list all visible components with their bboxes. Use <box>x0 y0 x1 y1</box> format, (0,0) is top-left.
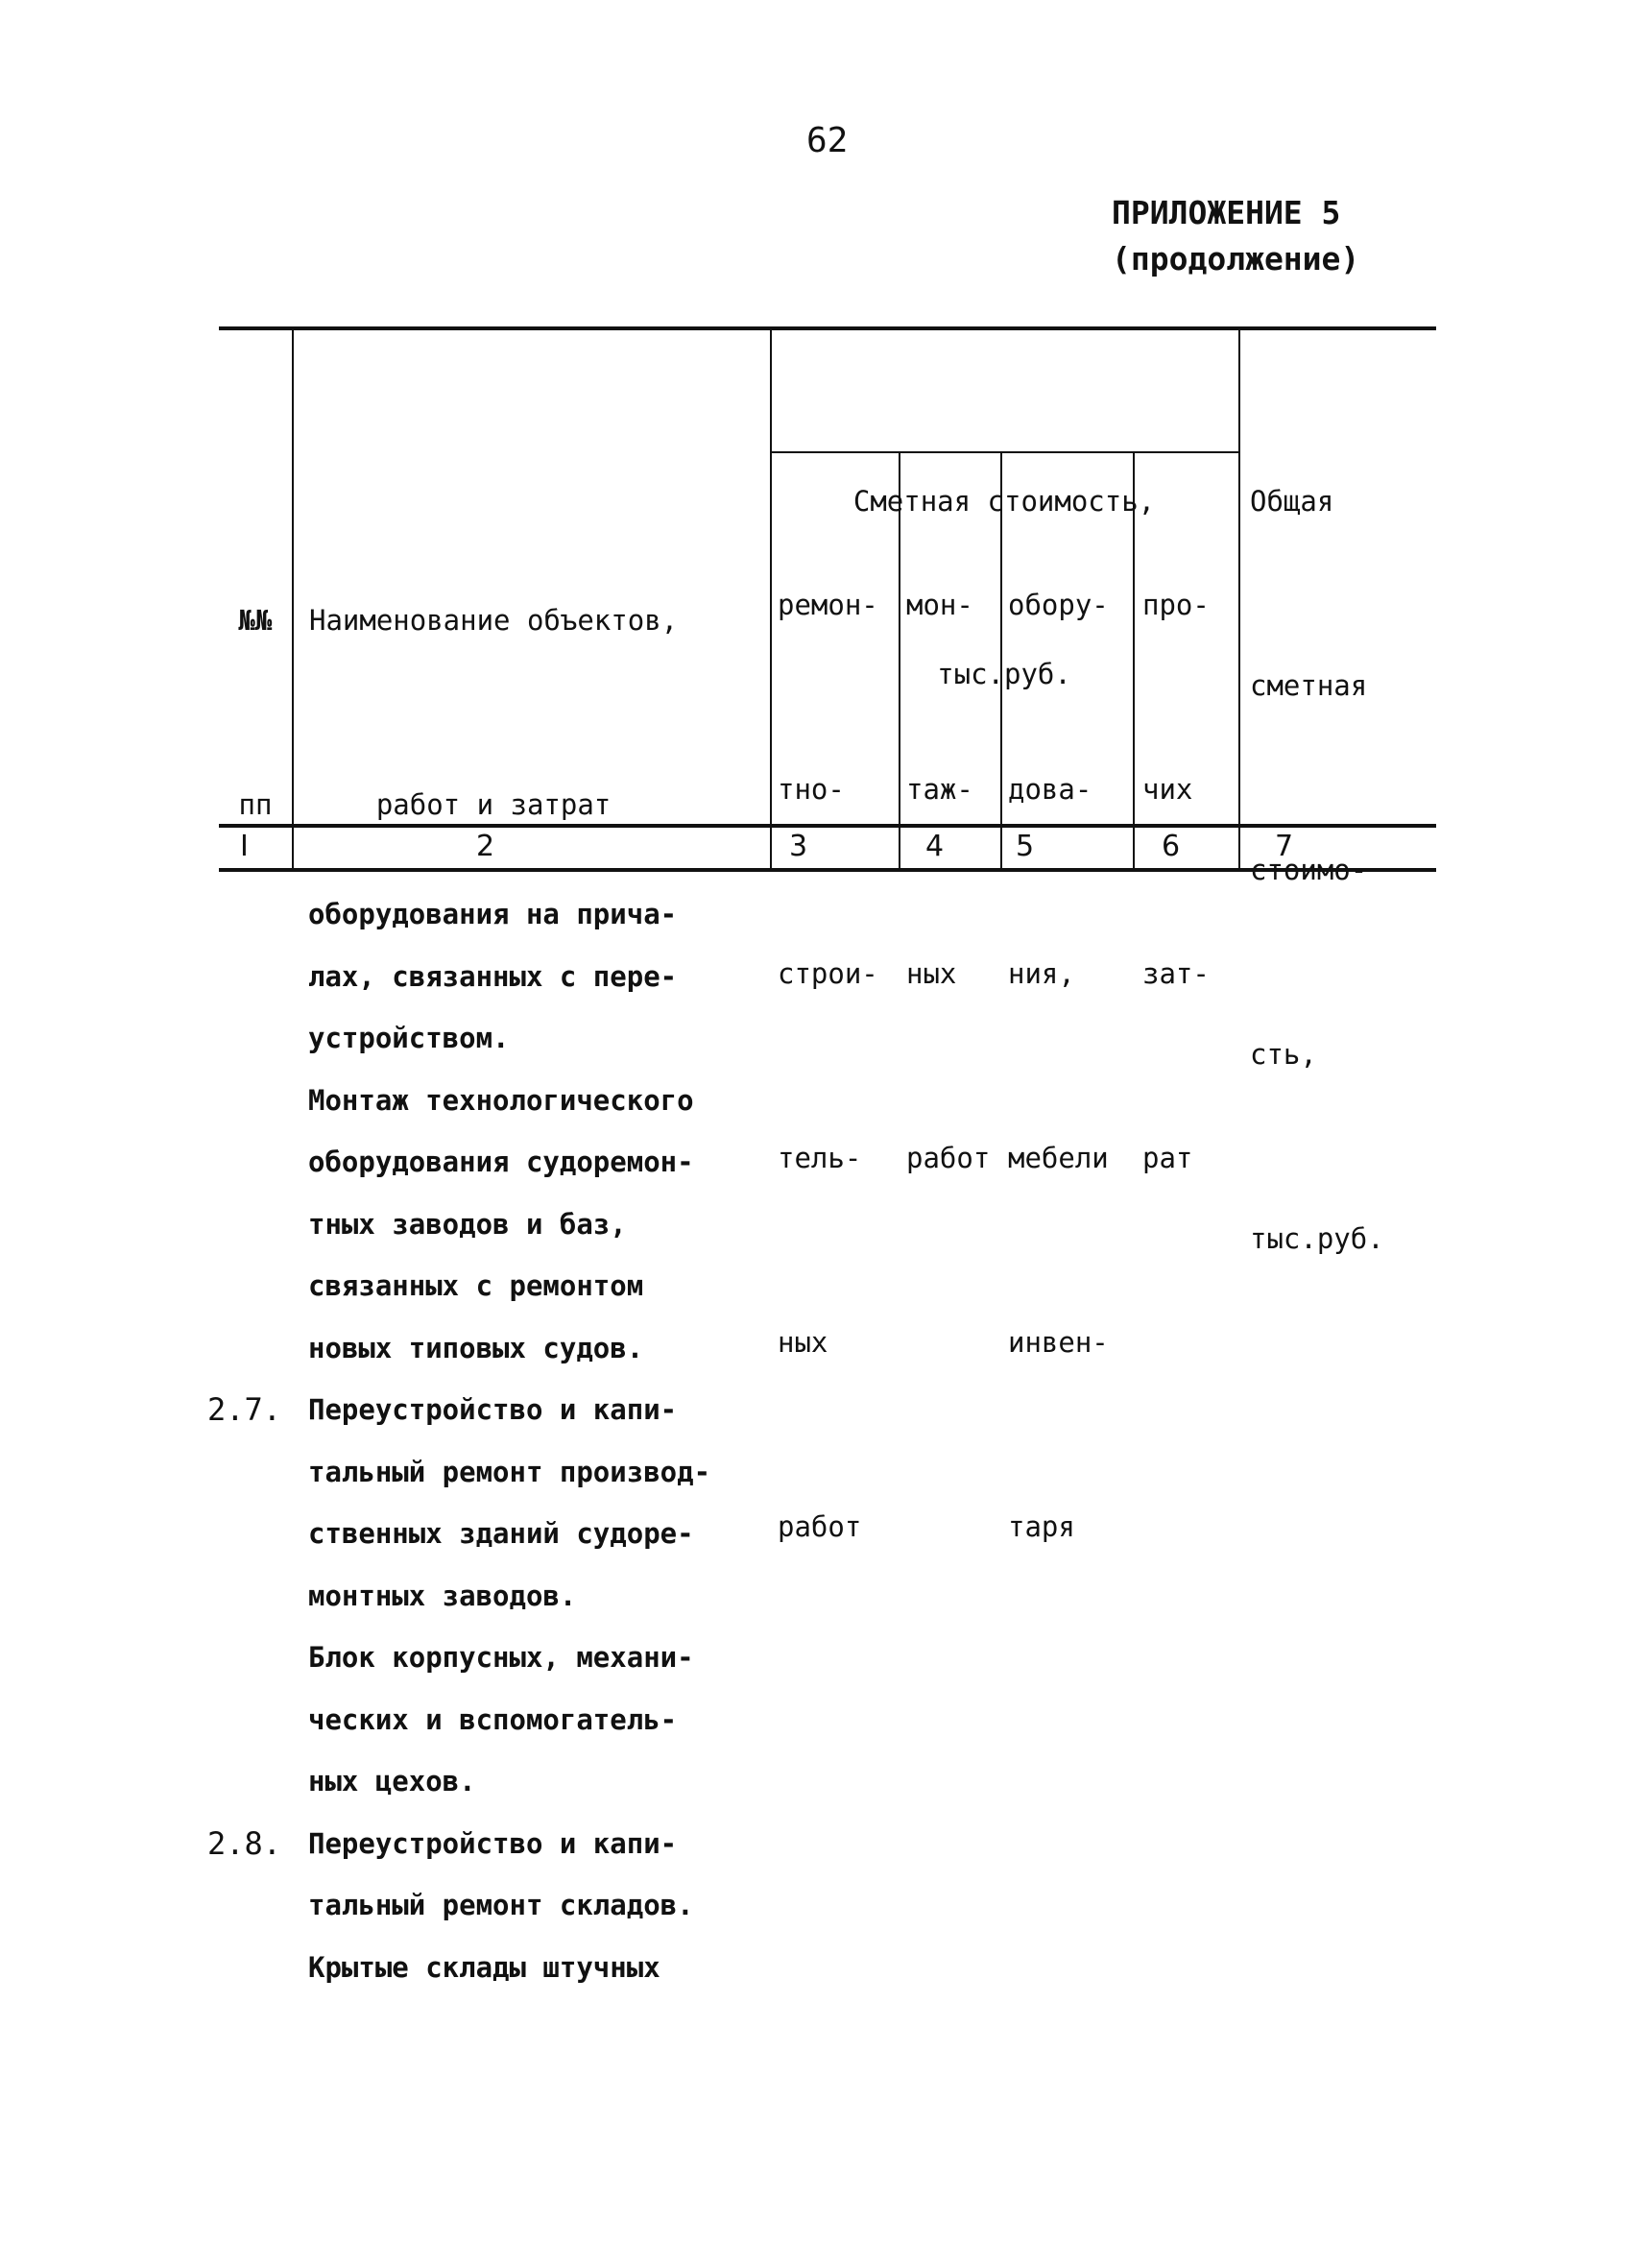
col4-header-line: таж- <box>906 773 973 806</box>
col4-header-line: ных <box>906 957 957 990</box>
col5-header-line: дова- <box>1008 773 1092 806</box>
col5-header-line: мебели <box>1008 1142 1109 1174</box>
col5-header-line: обору- <box>1008 589 1109 621</box>
item-number: 2.8. <box>207 1824 282 1862</box>
text-line <box>207 1441 879 1504</box>
text-line <box>207 1627 879 1689</box>
line-text: монтных заводов. <box>308 1579 577 1612</box>
col5-header <box>1008 451 1109 1680</box>
line-text: ных цехов. <box>308 1765 476 1798</box>
col4-header-line: работ <box>906 1142 991 1174</box>
line-text: Переустройство и капи- <box>308 1393 678 1426</box>
line-text: тных заводов и баз, <box>308 1207 627 1241</box>
col6-header-line: чих <box>1142 773 1193 806</box>
col7-header-line: сть, <box>1250 1038 1317 1071</box>
col7-header <box>1250 348 1384 1392</box>
appendix-subtitle: (продолжение) <box>1112 240 1360 277</box>
col7-header-line: Общая <box>1250 485 1334 518</box>
column-number: I <box>240 830 249 863</box>
line-text: Монтаж технологического <box>308 1083 694 1117</box>
col3-header-line: ных <box>778 1326 828 1359</box>
col3-header-line: работ <box>778 1510 862 1543</box>
line-text: тальный ремонт производ- <box>308 1455 711 1488</box>
col4-header <box>906 451 990 1312</box>
col5-header-line: инвен- <box>1008 1326 1109 1359</box>
text-line <box>207 1750 879 1813</box>
appendix-title: ПРИЛОЖЕНИЕ 5 <box>1112 194 1341 231</box>
line-text: тальный ремонт складов. <box>308 1889 694 1921</box>
text-line <box>207 1813 879 1875</box>
line-text: оборудования судоремон- <box>308 1146 694 1178</box>
line-text: новых типовых судов. <box>308 1331 644 1364</box>
col1-header-line: №№ <box>238 604 273 637</box>
page-number: 62 <box>806 121 849 160</box>
line-text: связанных с ремонтом <box>308 1269 644 1302</box>
text-line <box>207 1194 879 1256</box>
text-line <box>207 946 879 1008</box>
col3-header-line: тель- <box>778 1142 862 1174</box>
col6-header-line: зат- <box>1142 957 1210 990</box>
col3-header-line: ремон- <box>778 589 878 621</box>
line-text: устройством. <box>308 1022 510 1054</box>
column-number: 5 <box>1016 830 1035 863</box>
text-line <box>207 1131 879 1194</box>
group-header-line: тыс.руб. <box>937 658 1071 690</box>
col6-header <box>1142 451 1210 1312</box>
column-number: 6 <box>1162 830 1181 863</box>
col2-header-line: работ и затрат <box>309 788 612 821</box>
col4-header-line: мон- <box>906 589 973 621</box>
text-line <box>207 1689 879 1751</box>
col5-header-line: таря <box>1008 1510 1075 1543</box>
column-number: 7 <box>1275 830 1294 863</box>
col6-header-line: рат <box>1142 1142 1193 1174</box>
col5-header-line: ния, <box>1008 957 1075 990</box>
col1-header-line: пп <box>238 788 273 821</box>
text-line <box>207 1379 879 1441</box>
line-text: Переустройство и капи- <box>308 1826 678 1860</box>
column-number: 2 <box>476 830 495 863</box>
item-number: 2.7. <box>207 1391 282 1428</box>
column-number: 3 <box>789 830 808 863</box>
column-number: 4 <box>925 830 945 863</box>
group-header-line: Сметная стоимость, <box>852 485 1156 518</box>
col3-header-line: строи- <box>778 957 878 990</box>
col7-header-line: стоимо- <box>1250 854 1368 886</box>
appendix-heading <box>1112 190 1359 282</box>
table-top-rule <box>219 326 1436 330</box>
text-line <box>207 1317 879 1380</box>
text-line <box>207 883 879 946</box>
body-text <box>207 883 879 1998</box>
line-text: оборудования на прича- <box>308 898 678 930</box>
col6-header-line: про- <box>1142 589 1210 621</box>
col-divider-1 <box>292 326 294 872</box>
line-text: лах, связанных с пере- <box>308 959 678 993</box>
text-line <box>207 1070 879 1132</box>
col7-header-line: сметная <box>1250 669 1368 702</box>
text-line <box>207 1874 879 1937</box>
col2-header-line: Наименование объектов, <box>309 604 679 637</box>
text-line <box>207 1503 879 1565</box>
text-line <box>207 1007 879 1070</box>
line-text: Блок корпусных, механи- <box>308 1641 694 1674</box>
line-text: ственных зданий судоре- <box>308 1517 694 1550</box>
line-text: ческих и вспомогатель- <box>308 1702 678 1736</box>
col3-header-line: тно- <box>778 773 845 806</box>
text-line <box>207 1937 879 1999</box>
text-line <box>207 1565 879 1628</box>
text-line <box>207 1255 879 1317</box>
col-divider-6 <box>1238 326 1240 872</box>
col7-header-line: тыс.руб. <box>1250 1222 1384 1255</box>
line-text: Крытые склады штучных <box>308 1950 660 1984</box>
